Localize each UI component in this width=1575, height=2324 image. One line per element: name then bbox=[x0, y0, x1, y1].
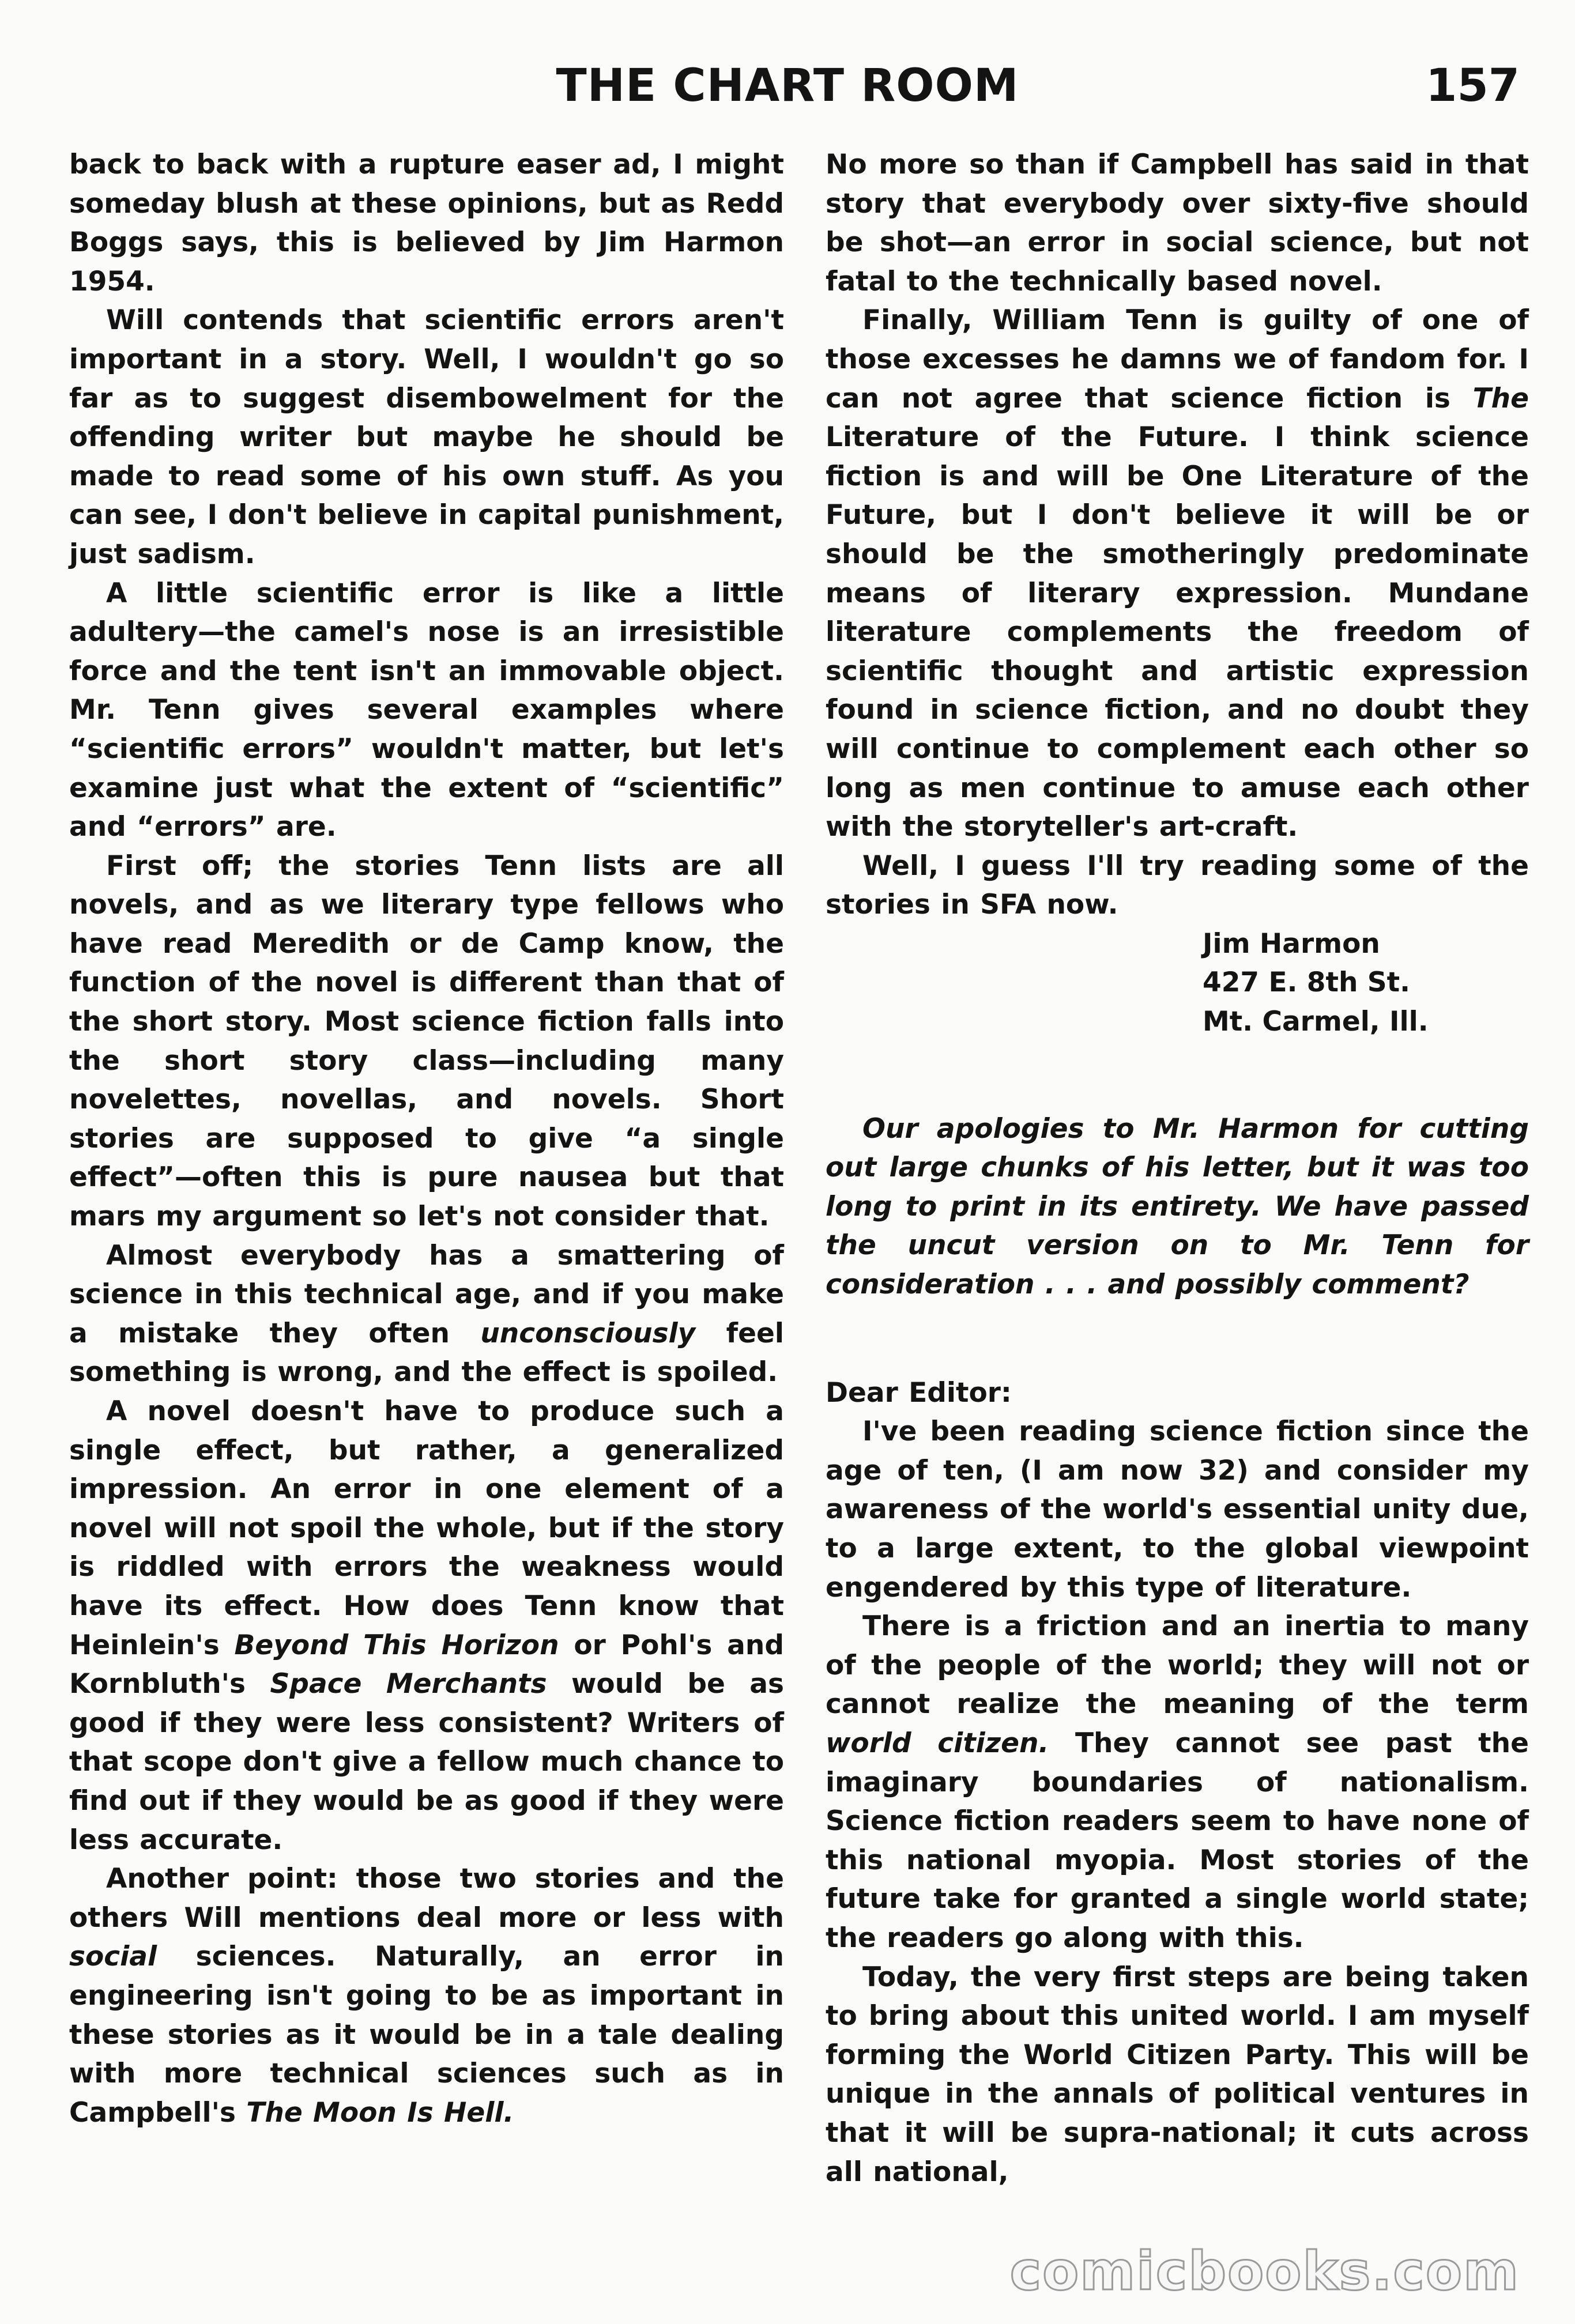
text-run: There is a friction and an inertia to many of the people of the world; they will not or cannot realize the meaning of the term bbox=[826, 1610, 1529, 1721]
paragraph: No more so than if Campbell has said in that story that everybody over sixty-five should be shot—an error in social science, but not fatal to the technically based novel. bbox=[826, 149, 1529, 297]
paragraph: Today, the very first steps are being taken to bring about this united world. I am myself forming the World Citizen Party. This will be unique in the annals of political ventures in that it will be supra-national; it cuts across all national, bbox=[826, 1961, 1529, 2188]
signature-name: Jim Harmon bbox=[1203, 927, 1380, 960]
text-run: Almost everybody has a smattering of science in this technical age, and if you make a mistake they often bbox=[69, 1239, 784, 1349]
text-run: or Pohl's and Kornbluth's bbox=[69, 1629, 784, 1700]
site-watermark: comicbooks.com bbox=[1009, 2240, 1520, 2302]
book-title: The Moon Is Hell. bbox=[246, 2096, 514, 2129]
text-run: feel something is wrong, and the effect is spoiled. bbox=[69, 1317, 784, 1389]
italic-text: unconsciously bbox=[480, 1317, 696, 1349]
signature-street: 427 E. 8th St. bbox=[1203, 967, 1410, 999]
text-run: sciences. Naturally, an error in engineering isn't going to be as important in these stories as it would be in a tale dealing with more technical sciences such as in Campbell's bbox=[69, 1941, 784, 2129]
running-title: THE CHART ROOM bbox=[556, 60, 1019, 112]
page-header bbox=[0, 60, 1575, 123]
book-title: Beyond This Horizon bbox=[234, 1629, 559, 1661]
signature-city: Mt. Carmel, Ill. bbox=[1203, 1006, 1429, 1038]
text-run: would be as good if they were less consistent? Writers of that scope don't give a fellow much chance to find out if they would be as good if they were less accurate. bbox=[69, 1668, 784, 1856]
editor-note bbox=[826, 1110, 1529, 1304]
text-run: Literature of the Future. I think science fiction is and will be One Literature of the Future, but I don't believe it will be or should be the smotheringly predominate means of literary expression. Mundane literature complements the freedom of scientific thought and artistic expression found in science fiction, and no doubt they will continue to complement each other so long as men continue to amuse each other with the storyteller's art-craft. bbox=[826, 421, 1529, 843]
paragraph bbox=[69, 1236, 784, 1392]
letter-signature bbox=[826, 925, 1529, 1042]
book-title: Space Merchants bbox=[270, 1668, 547, 1700]
italic-text: The bbox=[1472, 382, 1529, 414]
italic-text: world citizen. bbox=[826, 1727, 1049, 1759]
paragraph bbox=[69, 1392, 784, 1859]
paragraph bbox=[826, 301, 1529, 846]
paragraph: I've been reading science fiction since the age of ten, (I am now 32) and consider my awareness of the world's essential unity due, to a large extent, to the global viewpoint engendered by this type of literature. bbox=[826, 1416, 1529, 1604]
paragraph: Will contends that scientific errors aren't important in a story. Well, I wouldn't go so far as to suggest disembowelment for the offending writer but maybe he should be made to read some of his own stuff. As you can see, I don't believe in capital punishment, just sadism. bbox=[69, 304, 784, 570]
italic-text: social bbox=[69, 1941, 157, 1973]
text-run: Another point: those two stories and the others Will mentions deal more or less with bbox=[69, 1863, 784, 1934]
text-run: Finally, William Tenn is guilty of one of those excesses he damns we of fandom for. I can not agree that science fiction is bbox=[826, 304, 1529, 414]
right-column bbox=[826, 145, 1529, 2191]
paragraph: A little scientific error is like a little adultery—the camel's nose is an irresistible force and the tent isn't an immovable object. Mr. Tenn gives several examples where “scientific errors” wouldn't matter, but let's examine just what the extent of “scientific” and “errors” are. bbox=[69, 577, 784, 843]
left-column bbox=[69, 145, 784, 2132]
text-run: They cannot see past the imaginary boundaries of nationalism. Science fiction readers seem to have none of this national myopia. Most stories of the future take for granted a single world state; the readers go along with this. bbox=[826, 1727, 1529, 1954]
page-number: 157 bbox=[1426, 60, 1520, 112]
salutation: Dear Editor: bbox=[826, 1376, 1012, 1409]
paragraph bbox=[826, 1607, 1529, 1957]
text-run: A novel doesn't have to produce such a single effect, but rather, a generalized impression. An error in one element of a novel will not spoil the whole, but if the story is riddled with errors the weakness would have its effect. How does Tenn know that Heinlein's bbox=[69, 1395, 784, 1661]
paragraph bbox=[69, 1859, 784, 2132]
paragraph: back to back with a rupture easer ad, I might someday blush at these opinions, but as Redd Boggs says, this is believed by Jim Harmon 1954. bbox=[69, 149, 784, 297]
editor-note-text: Our apologies to Mr. Harmon for cutting out large chunks of his letter, but it was too long to print in its entirety. We have passed the uncut version on to Mr. Tenn for consideration . . . and possibly comment? bbox=[826, 1112, 1529, 1301]
paragraph: First off; the stories Tenn lists are all novels, and as we literary type fellows who have read Meredith or de Camp know, the function of the novel is different than that of the short story. Most science fiction falls into the short story class—including many novelettes, novellas, and novels. Short stories are supposed to give “a single effect”—often this is pure nausea but that mars my argument so let's not consider that. bbox=[69, 850, 784, 1233]
paragraph: Well, I guess I'll try reading some of the stories in SFA now. bbox=[826, 850, 1529, 921]
